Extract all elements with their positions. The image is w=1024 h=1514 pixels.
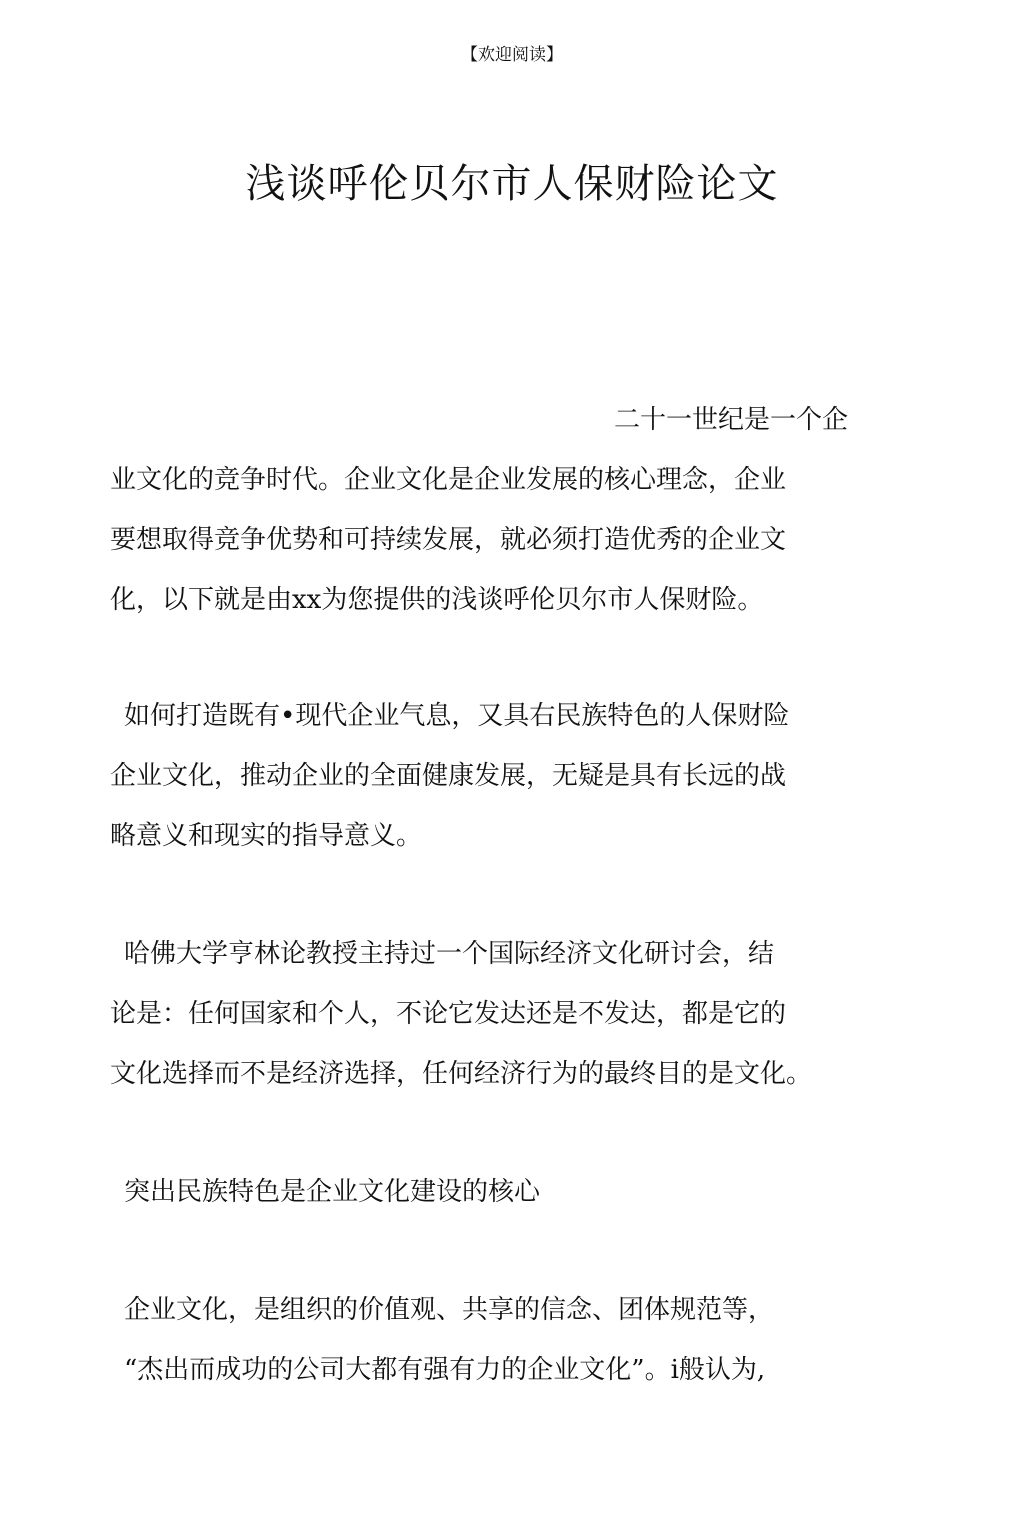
paragraph-line: 哈佛大学亨林论教授主持过一个国际经济文化研讨会，结	[124, 939, 775, 969]
page-header: 【欢迎阅读】	[461, 45, 563, 65]
paragraph-line: 企业文化，推动企业的全面健康发展，无疑是具有长远的战	[110, 761, 787, 791]
paragraph-line: 论是：任何国家和个人，不论它发达还是不发达，都是它的	[110, 999, 787, 1029]
paragraph-line: 企业文化，是组织的价值观、共享的信念、团体规范等，	[124, 1295, 775, 1325]
paragraph-line: 要想取得竞争优势和可持续发展，就必须打造优秀的企业文	[110, 525, 787, 555]
paragraph-line: 业文化的竞争时代。企业文化是企业发展的核心理念，企业	[110, 465, 787, 495]
paragraph-line: 略意义和现实的指导意义。	[110, 821, 423, 851]
document-title: 浅谈呼伦贝尔市人保财险论文	[245, 161, 779, 207]
paragraph-line: 如何打造既有•现代企业气息，又具右民族特色的人保财险	[124, 701, 790, 731]
paragraph-line: “杰出而成功的公司大都有强有力的企业文化”。i般认为,	[124, 1355, 766, 1385]
paragraph-line: 文化选择而不是经济选择，任何经济行为的最终目的是文化。	[110, 1059, 813, 1089]
paragraph-line: 化，以下就是由xx为您提供的浅谈呼伦贝尔市人保财险。	[110, 585, 764, 615]
paragraph-line: 二十一世纪是一个企	[614, 405, 849, 435]
paragraph-line: 突出民族特色是企业文化建设的核心	[124, 1177, 541, 1207]
